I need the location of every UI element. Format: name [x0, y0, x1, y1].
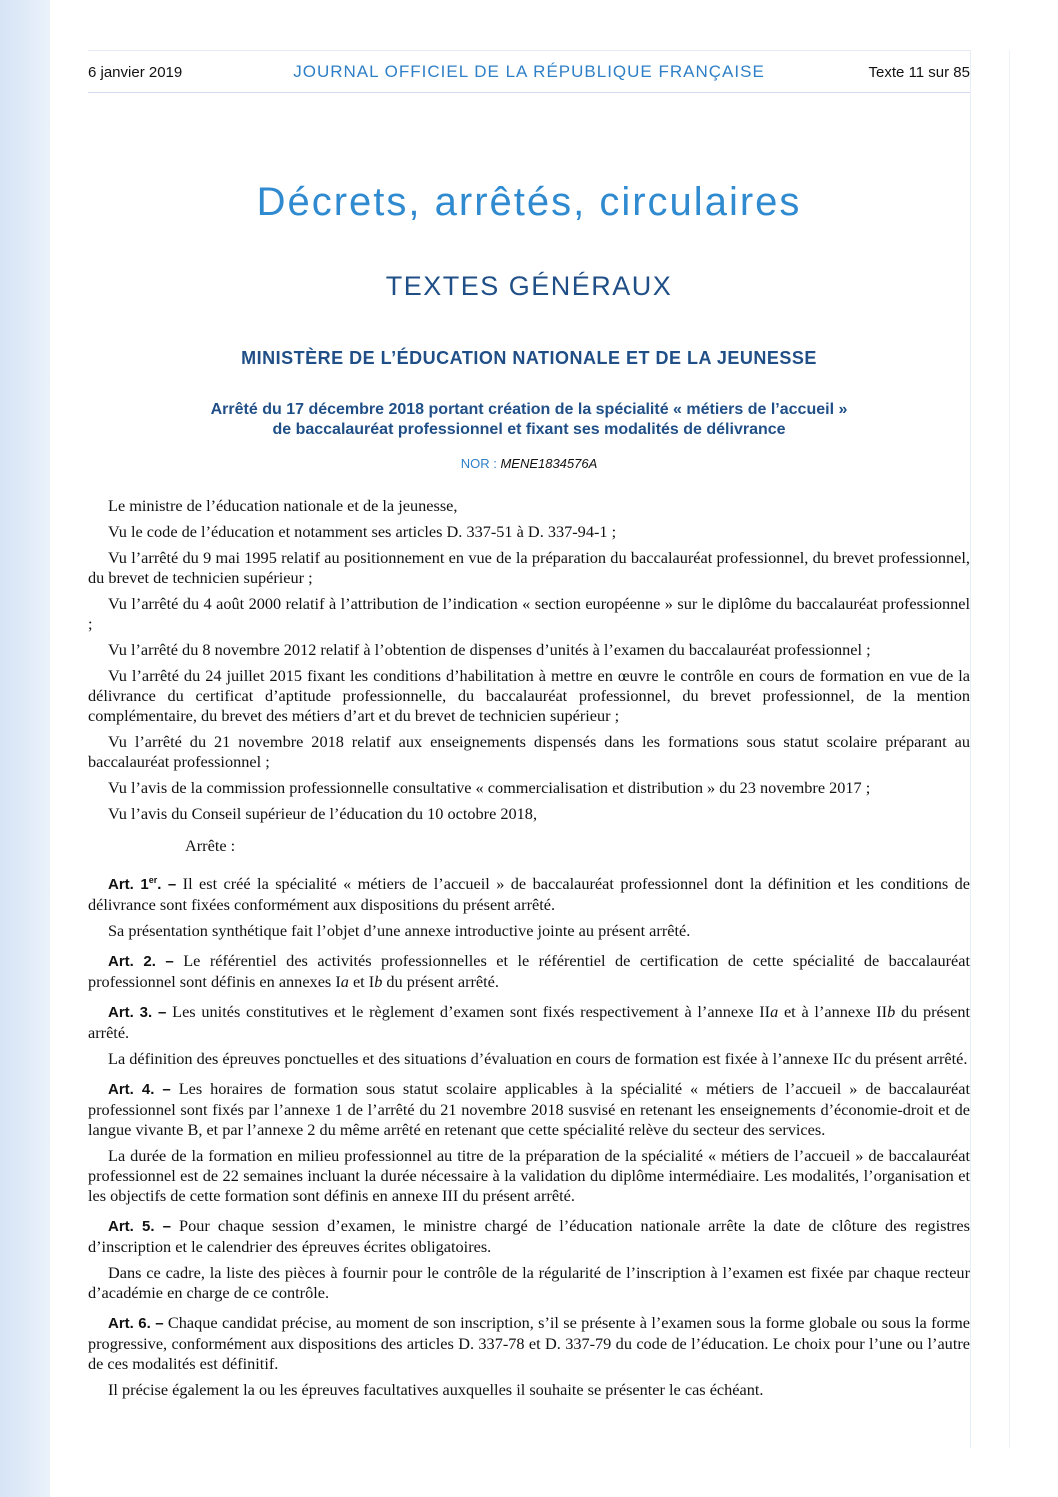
article-3-paragraph-2: La définition des épreuves ponctuelles et des situations d’évaluation en cours de formation est fixée à l’annexe IIc du présent arrêté. — [108, 1049, 968, 1068]
article-6-label: Art. 6. – — [108, 1315, 164, 1332]
section-title: TEXTES GÉNÉRAUX — [385, 271, 673, 301]
top-divider — [88, 50, 970, 51]
article-5: Art. 5. – Pour chaque session d’examen, le ministre chargé de l’éducation nationale arrête la date de clôture des registres d’inscription et le calendrier des épreuves écrites obligatoires. — [88, 1216, 970, 1256]
page-side-band — [0, 0, 50, 1497]
page-header — [88, 62, 970, 93]
preamble-paragraph: Vu l’arrêté du 21 novembre 2018 relatif aux enseignements dispensés dans les formations sous statut scolaire préparant au baccalauréat professionnel ; — [88, 732, 970, 771]
preamble-paragraph: Vu l’arrêté du 24 juillet 2015 fixant les conditions d’habilitation à mettre en œuvre le contrôle en cours de formation en vue de la délivrance du certificat d’aptitude professionnelle, du baccalauréat professionnel, du brevet professionnel, de la mention complémentaire, du brevet des métiers d’art et du brevet de technicien supérieur ; — [88, 666, 970, 725]
article-1-paragraph-2: Sa présentation synthétique fait l’objet d’une annexe introductive jointe au présent arrêté. — [108, 921, 691, 940]
nor-reference — [88, 456, 970, 471]
article-6-paragraph-2: Il précise également la ou les épreuves facultatives auxquelles il souhaite se présenter le cas échéant. — [108, 1380, 764, 1399]
page-right-margin — [970, 50, 1010, 1448]
article-1-text: Il est créé la spécialité « métiers de l’accueil » de baccalauréat professionnel dont la définition et les conditions de délivrance sont fixées conformément aux dispositions du présent arrêté. — [88, 874, 970, 914]
preamble-paragraph: Vu l’arrêté du 9 mai 1995 relatif au positionnement en vue de la préparation du baccalauréat professionnel, du brevet professionnel, du brevet de technicien supérieur ; — [88, 548, 970, 587]
page-title: Décrets, arrêtés, circulaires — [256, 180, 802, 224]
document-body — [88, 496, 970, 1406]
arrete-title — [88, 400, 970, 440]
article-4: Art. 4. – Les horaires de formation sous statut scolaire applicables à la spécialité « métiers de l’accueil » de baccalauréat professionnel sont fixés par l’annexe 1 de l’arrêté du 21 novembre 2018 susvisé en retenant les enseignements d’économie-droit et de langue vivante B, et par l’annexe 2 du même arrêté en retenant que cette spécialité relève du secteur des services. — [88, 1079, 970, 1139]
preamble-paragraph: Vu l’arrêté du 8 novembre 2012 relatif à l’obtention de dispenses d’unités à l’examen du baccalauréat professionnel ; — [108, 640, 871, 659]
article-1 — [88, 870, 970, 915]
preamble-paragraph: Le ministre de l’éducation nationale et de la jeunesse, — [108, 496, 458, 515]
preamble-paragraph: Vu l’avis du Conseil supérieur de l’éducation du 10 octobre 2018, — [108, 804, 538, 823]
article-4-label: Art. 4. – — [108, 1081, 171, 1098]
article-5-paragraph-2: Dans ce cadre, la liste des pièces à fournir pour le contrôle de la régularité de l’inscription à l’examen est fixée par chaque recteur d’académie en charge de ce contrôle. — [88, 1263, 970, 1302]
ministry-title: MINISTÈRE DE L’ÉDUCATION NATIONALE ET DE LA JEUNESSE — [241, 348, 817, 368]
article-3: Art. 3. – Les unités constitutives et le règlement d’examen sont fixés respectivement à l’annexe IIa et à l’annexe IIb du présent arrêté. — [88, 1002, 970, 1042]
article-2: Art. 2. – Le référentiel des activités professionnelles et le référentiel de certification de cette spécialité de baccalauréat professionnel sont définis en annexes Ia et Ib du présent arrêté. — [88, 951, 970, 991]
nor-value: MENE1834576A — [500, 456, 598, 471]
preamble-paragraph: Vu l’arrêté du 4 août 2000 relatif à l’attribution de l’indication « section européenne » sur le diplôme du baccalauréat professionnel ; — [88, 594, 970, 633]
article-1-label: Art. 1er. – — [108, 875, 177, 893]
header-journal-name: JOURNAL OFFICIEL DE LA RÉPUBLIQUE FRANÇAISE — [293, 62, 765, 81]
arrete-title-line-2: de baccalauréat professionnel et fixant ses modalités de délivrance — [272, 421, 786, 438]
arrete-word: Arrête : — [185, 836, 236, 855]
arrete-title-line-1: Arrêté du 17 décembre 2018 portant création de la spécialité « métiers de l’accueil » — [210, 401, 848, 418]
nor-label: NOR : — [460, 456, 501, 471]
article-3-label: Art. 3. – — [108, 1004, 167, 1021]
preamble-paragraph: Vu le code de l’éducation et notamment ses articles D. 337-51 à D. 337-94-1 ; — [108, 522, 617, 541]
article-6: Art. 6. – Chaque candidat précise, au moment de son inscription, s’il se présente à l’examen sous la forme globale ou sous la forme progressive, conformément aux dispositions des articles D. 337-78 et D. 337-79 du code de l’éducation. Le choix pour l’une ou l’autre de ces modalités est définitif. — [88, 1313, 970, 1373]
header-date: 6 janvier 2019 — [88, 64, 183, 81]
preamble-paragraph: Vu l’avis de la commission professionnelle consultative « commercialisation et distribution » du 23 novembre 2017 ; — [108, 778, 871, 797]
article-2-label: Art. 2. – — [108, 953, 174, 970]
article-5-label: Art. 5. – — [108, 1218, 171, 1235]
article-4-paragraph-2: La durée de la formation en milieu professionnel au titre de la préparation de la spécialité « métiers de l’accueil » de baccalauréat professionnel est de 22 semaines incluant la durée nécessaire à la validation du diplôme intermédiaire. Les modalités, l’organisation et les objectifs de cette formation sont définis en annexe III du présent arrêté. — [88, 1146, 970, 1205]
header-text-number: Texte 11 sur 85 — [868, 64, 970, 81]
